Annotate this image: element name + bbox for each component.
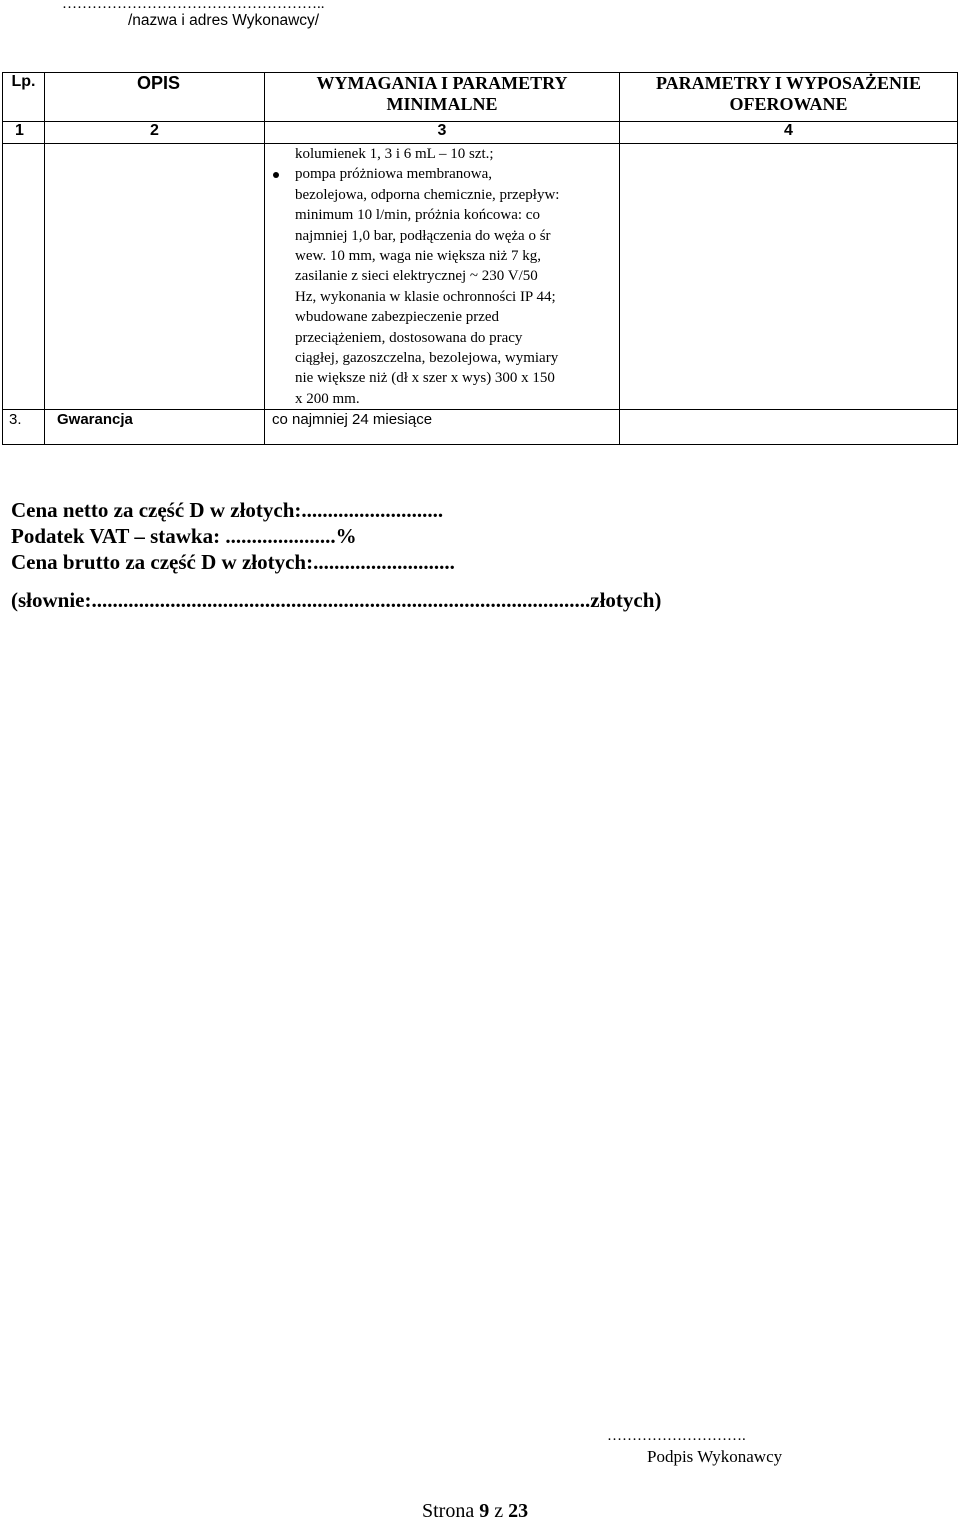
column-number-1: 1: [3, 122, 45, 144]
header-opis: OPIS: [45, 73, 265, 122]
continuation-line: kolumienek 1, 3 i 6 mL – 10 szt.;: [295, 146, 494, 162]
column-number-3: 3: [265, 122, 620, 144]
bullet-line: ciągłej, gazoszczelna, bezolejowa, wymiary: [295, 350, 559, 367]
bullet-icon: [273, 172, 279, 178]
warranty-lp: 3.: [3, 410, 45, 445]
table-row-warranty: [3, 410, 958, 445]
list-item: [265, 164, 611, 409]
bullet-line: zasilanie z sieci elektrycznej ~ 230 V/50: [295, 268, 538, 285]
offered-parameters-cell[interactable]: [620, 144, 958, 410]
price-in-words-line: (słownie:...............................................................................................złotych): [11, 588, 662, 612]
header-offered-line2: OFEROWANE: [729, 94, 848, 114]
gross-price-line: Cena brutto za część D w złotych:...........................: [11, 550, 455, 574]
header-lp: Lp.: [3, 73, 45, 122]
page-current: 9: [479, 1500, 490, 1522]
warranty-description: Gwarancja: [45, 410, 265, 445]
signature-label: Podpis Wykonawcy: [647, 1447, 783, 1466]
table-header-row: [3, 73, 958, 122]
signature-dots: ……………………….: [607, 1428, 746, 1444]
column-number-2: 2: [45, 122, 265, 144]
bullet-line: wew. 10 mm, waga nie większa niż 7 kg,: [295, 248, 542, 265]
specification-table: [2, 72, 958, 445]
warranty-offered-cell[interactable]: [620, 410, 958, 445]
bullet-line: najmniej 1,0 bar, podłączenia do węża o śr: [295, 227, 551, 244]
header-requirements-line1: WYMAGANIA I PARAMETRY: [316, 73, 568, 93]
row-lp-cell: [3, 144, 45, 410]
header-offered-line1: PARAMETRY I WYPOSAŻENIE: [655, 73, 922, 93]
header-requirements: [265, 73, 620, 122]
bullet-line: wbudowane zabezpieczenie przed: [295, 309, 500, 326]
page-prefix: Strona: [422, 1500, 475, 1522]
bullet-line: pompa próżniowa membranowa,: [295, 166, 493, 183]
page-total: 23: [508, 1500, 529, 1522]
header-requirements-line2: MINIMALNE: [386, 94, 498, 114]
row-opis-cell: [45, 144, 265, 410]
page-number: [422, 1500, 528, 1523]
column-number-row: [3, 122, 958, 144]
net-price-line: Cena netto za część D w złotych:...........................: [11, 498, 444, 522]
bullet-line: przeciążeniem, dostosowana do pracy: [295, 329, 523, 346]
contractor-label: /nazwa i adres Wykonawcy/: [128, 12, 320, 29]
warranty-requirement: co najmniej 24 miesiące: [265, 410, 620, 445]
bullet-line: minimum 10 l/min, próżnia końcowa: co: [295, 207, 540, 224]
table-row: [3, 144, 958, 410]
vat-rate-line: Podatek VAT – stawka: .....................%: [11, 524, 357, 548]
bullet-line: x 200 mm.: [295, 390, 360, 407]
contractor-dots: ……………………………………………..: [62, 0, 325, 12]
bullet-line: Hz, wykonania w klasie ochronności IP 44;: [295, 288, 556, 305]
header-offered: [620, 73, 958, 122]
bullet-line: bezolejowa, odporna chemicznie, przepływ:: [295, 186, 560, 203]
requirements-cell: [265, 144, 620, 410]
bullet-line: nie większe niż (dł x szer x wys) 300 x 150: [295, 370, 555, 387]
page-separator: z: [494, 1500, 504, 1522]
column-number-4: 4: [620, 122, 958, 144]
price-summary: [11, 497, 661, 613]
